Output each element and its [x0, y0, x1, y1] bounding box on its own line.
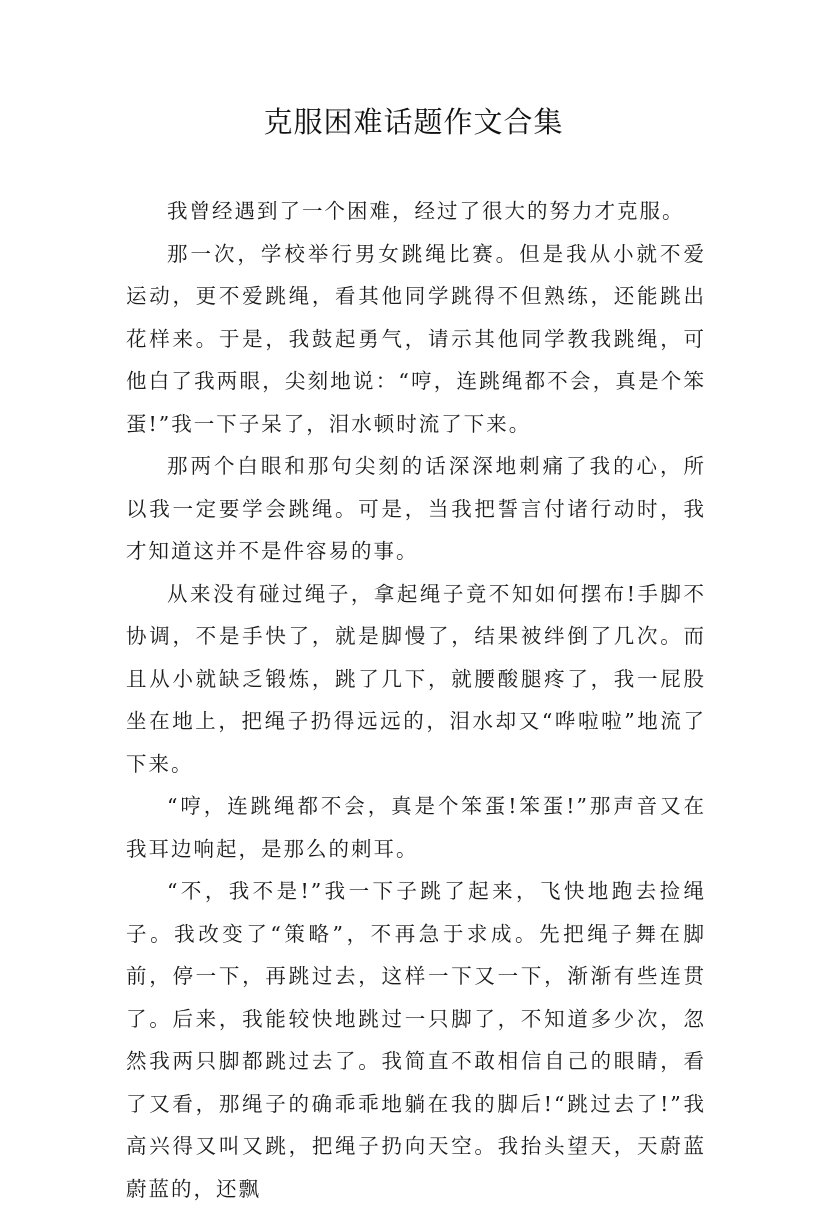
paragraph-4: 从来没有碰过绳子，拿起绳子竟不知如何摆布!手脚不协调，不是手快了，就是脚慢了，结果被绊倒了几次。而且从小就缺乏锻炼，跳了几下，就腰酸腿疼了，我一屁股坐在地上，把绳子扔得远远的，泪水却又“哗啦啦”地流了下来。 [126, 581, 706, 776]
paragraph-5: “哼，连跳绳都不会，真是个笨蛋!笨蛋!”那声音又在我耳边响起，是那么的刺耳。 [126, 794, 706, 861]
paragraph-3: 那两个白眼和那句尖刻的话深深地刺痛了我的心，所以我一定要学会跳绳。可是，当我把誓言付诸行动时，我才知道这并不是件容易的事。 [126, 454, 706, 563]
document-title: 克服困难话题作文合集 [263, 105, 564, 139]
paragraph-1: 我曾经遇到了一个困难，经过了很大的努力才克服。 [167, 199, 685, 223]
paragraph-2: 那一次，学校举行男女跳绳比赛。但是我从小就不爱运动，更不爱跳绳，看其他同学跳得不但熟练，还能跳出花样来。于是，我鼓起勇气，请示其他同学教我跳绳，可他白了我两眼，尖刻地说：“哼，连跳绳都不会，真是个笨蛋!”我一下子呆了，泪水顿时流了下来。 [126, 241, 706, 436]
document-body [126, 190, 706, 1210]
paragraph-6: “不，我不是!”我一下子跳了起来，飞快地跑去捡绳子。我改变了“策略”，不再急于求成。先把绳子舞在脚前，停一下，再跳过去，这样一下又一下，渐渐有些连贯了。后来，我能较快地跳过一只脚了，不知道多少次，忽然我两只脚都跳过去了。我简直不敢相信自己的眼睛，看了又看，那绳子的确乖乖地躺在我的脚后!“跳过去了!”我高兴得又叫又跳，把绳子扔向天空。我抬头望天，天蔚蓝蔚蓝的，还飘 [126, 879, 706, 1201]
